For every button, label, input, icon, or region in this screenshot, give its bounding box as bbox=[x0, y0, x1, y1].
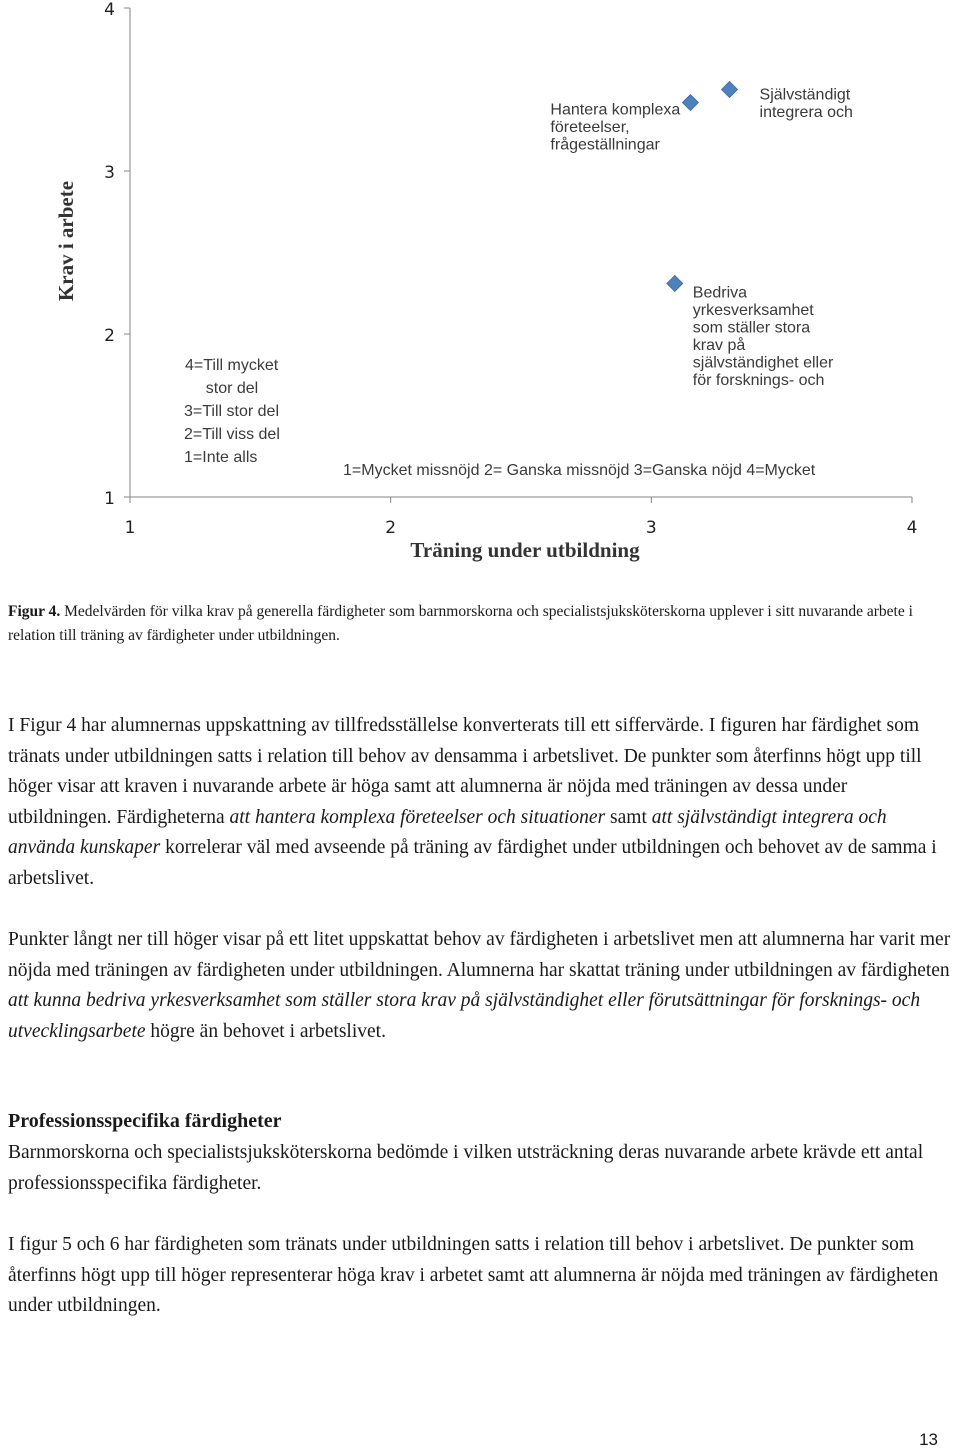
data-point-label-line: Hantera komplexa bbox=[550, 101, 681, 119]
data-point-label-line: Självständigt bbox=[759, 86, 851, 104]
data-point-label-line: integrera och bbox=[759, 104, 853, 121]
para1-italic-2: att självständigt integrera och använda kunskaper bbox=[8, 806, 887, 858]
paragraph-1 bbox=[8, 711, 953, 894]
caption-label: Figur 4. bbox=[8, 603, 61, 620]
para1-text-3: korrelerar väl med avseende på träning av färdighet under utbildningen och behovet av de samma i arbetslivet. bbox=[8, 837, 937, 889]
data-point-label-line: som ställer stora bbox=[692, 319, 811, 337]
y-scale-legend-line: 1=Inte alls bbox=[184, 449, 258, 466]
y-tick-label: 2 bbox=[104, 326, 115, 346]
x-axis-label: Träning under utbildning bbox=[410, 538, 640, 562]
figure-caption bbox=[8, 600, 953, 648]
caption-text: Medelvärden för vilka krav på generella färdigheter som barnmorskorna och specialistsjuksköterskorna upplever i sitt nuvarande arbete i relation till träning av färdigheter under utbildningen. bbox=[8, 603, 913, 644]
chart-axes bbox=[130, 8, 912, 497]
y-tick-label: 3 bbox=[104, 163, 115, 183]
data-point-marker bbox=[682, 95, 698, 111]
y-tick-label: 1 bbox=[104, 489, 115, 509]
y-scale-legend-line: stor del bbox=[205, 380, 259, 397]
x-scale-legend: 1=Mycket missnöjd 2= Ganska missnöjd 3=Ganska nöjd 4=Mycket bbox=[343, 462, 816, 479]
data-point-label bbox=[550, 102, 680, 154]
data-point-label-line: krav på bbox=[692, 336, 746, 354]
data-point-label-line: Bedriva bbox=[692, 284, 748, 302]
x-tick-label: 2 bbox=[385, 518, 397, 538]
paragraph-4: I figur 5 och 6 har färdigheten som tränats under utbildningen satts i relation till behov i arbetslivet. De punkter som återfinns högt upp till höger representerar höga krav i arbetet samt att alumnerna är nöjda med träningen av färdigheten under utbildningen. bbox=[8, 1234, 939, 1316]
para2-text-1: Punkter långt ner till höger visar på ett litet uppskattat behov av färdigheten i arbetslivet men att alumnerna har varit mer nöjda med träningen av färdigheten under utbildningen. Alumnerna har skattat träning under utbildningen av färdigheten bbox=[8, 929, 951, 981]
data-point-label-line: för forsknings- och bbox=[692, 371, 825, 389]
page-number: 13 bbox=[919, 1430, 938, 1449]
para2-italic-1: att kunna bedriva yrkesverksamhet som ställer stora krav på självständighet eller förutsättningar för forsknings- och utvecklingsarbete bbox=[8, 990, 921, 1042]
x-tick-label: 4 bbox=[906, 518, 918, 538]
para2-text-2: högre än behovet i arbetslivet. bbox=[145, 1020, 386, 1042]
data-point-label bbox=[693, 284, 834, 389]
y-tick-label: 4 bbox=[104, 0, 115, 20]
y-scale-legend-line: 4=Till mycket bbox=[185, 357, 279, 374]
scatter-chart bbox=[0, 0, 960, 570]
para1-italic-1: att hantera komplexa företeelser och situationer bbox=[229, 806, 606, 828]
data-point-marker bbox=[722, 82, 738, 98]
paragraph-3: Barnmorskorna och specialistsjuksköterskorna bedömde i vilken utsträckning deras nuvarande arbete krävde ett antal professionsspecifika färdigheter. bbox=[8, 1142, 924, 1194]
x-tick-label: 3 bbox=[645, 518, 657, 538]
data-point-marker bbox=[667, 275, 683, 291]
data-point-label-line: frågeställningar bbox=[550, 136, 660, 154]
data-point-label bbox=[760, 87, 853, 122]
data-point-label-line: yrkesverksamhet bbox=[692, 301, 814, 319]
data-point-label-line: självständighet eller bbox=[692, 354, 834, 372]
y-scale-legend-line: 2=Till viss del bbox=[184, 426, 280, 443]
para1-text-1: I Figur 4 har alumnernas uppskattning av tillfredsställelse konverterats till ett siffervärde. I figuren har färdighet som tränats under utbildningen satts i relation till behov av densamma i arbetslivet. De punkter som återfinns högt upp till höger visar att kraven i nuvarande arbete är höga samt att alumnerna är nöjda med träningen av dessa under utbildningen. Färdigheterna bbox=[8, 715, 922, 828]
para1-text-2: samt bbox=[605, 806, 652, 828]
y-axis-label: Krav i arbete bbox=[54, 180, 78, 302]
data-point-label-line: företeelser, bbox=[550, 119, 630, 137]
x-tick-label: 1 bbox=[124, 518, 136, 538]
paragraph-2 bbox=[8, 925, 953, 1047]
section-heading: Professionsspecifika färdigheter bbox=[8, 1110, 282, 1132]
y-scale-legend-line: 3=Till stor del bbox=[184, 403, 279, 420]
chart-point-labels bbox=[550, 87, 852, 389]
